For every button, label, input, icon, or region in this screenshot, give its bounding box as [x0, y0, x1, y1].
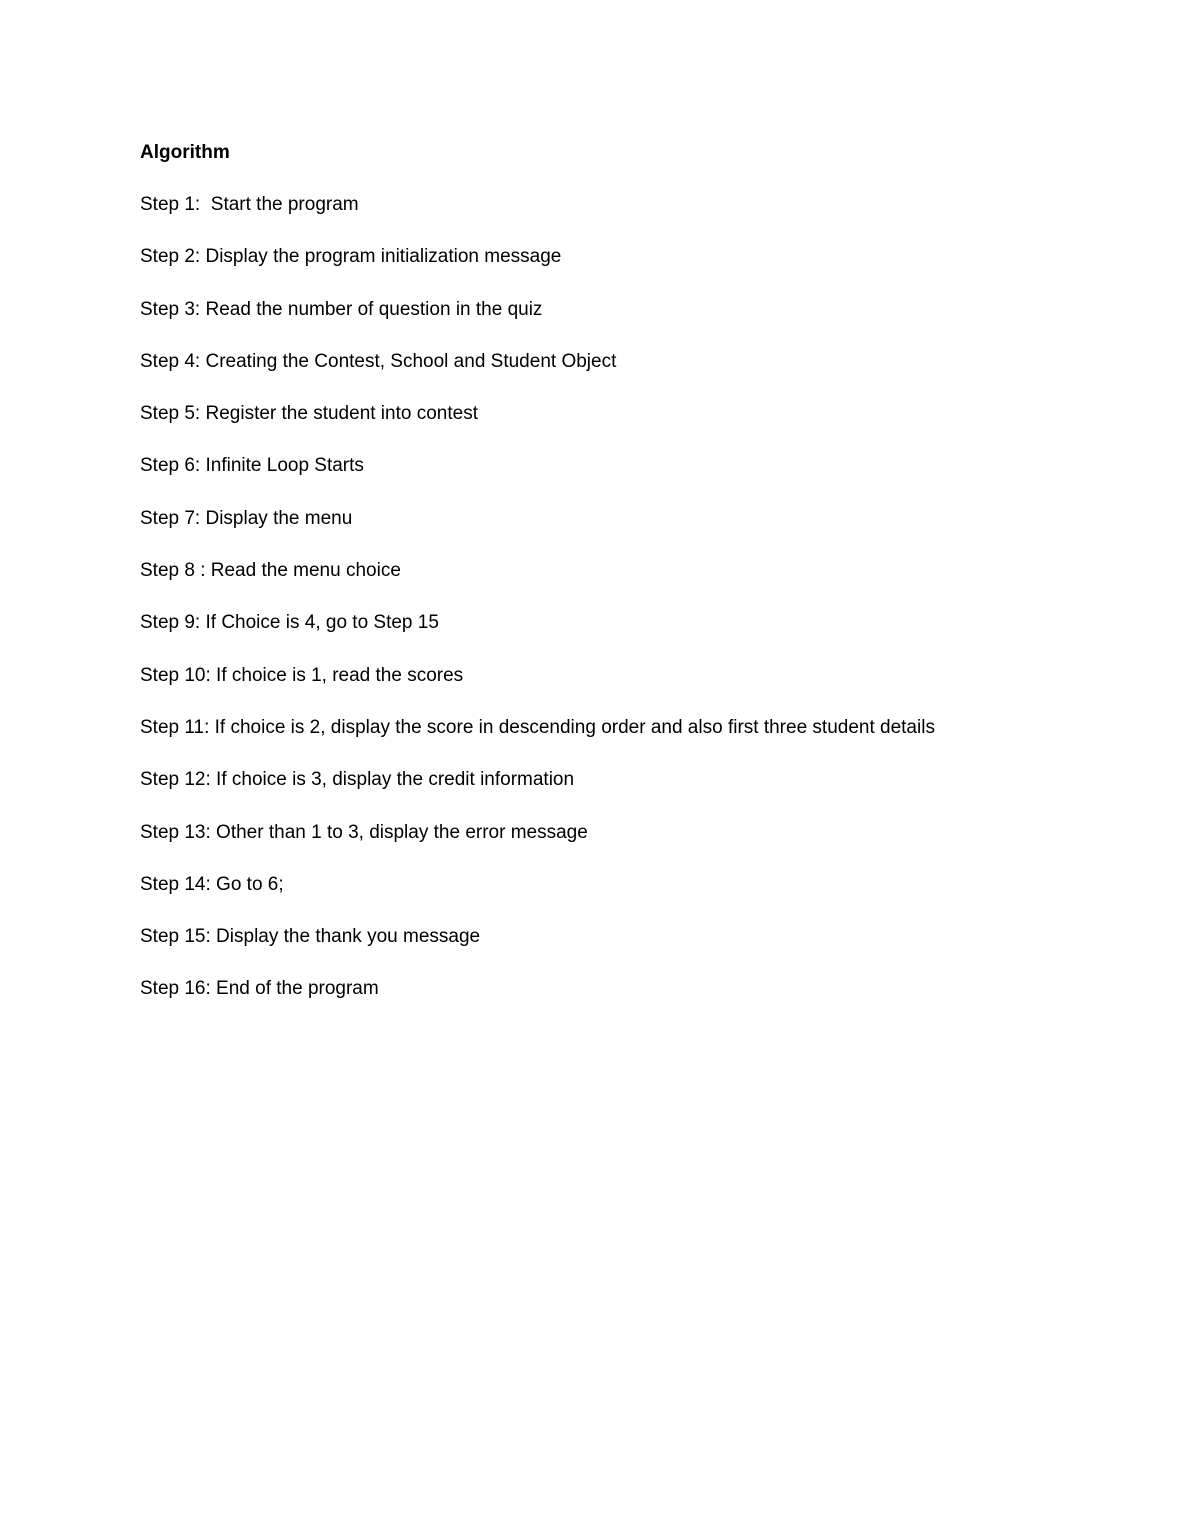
- algorithm-step-list: [140, 192, 1100, 1002]
- algorithm-step-5: Step 5: Register the student into contest: [140, 403, 478, 425]
- algorithm-step-2: Step 2: Display the program initialization message: [140, 246, 562, 268]
- algorithm-step-10: Step 10: If choice is 1, read the scores: [140, 664, 464, 686]
- algorithm-heading: Algorithm: [140, 142, 230, 163]
- algorithm-step-1: Step 1: Start the program: [140, 194, 359, 215]
- document-body: [140, 140, 1100, 1029]
- algorithm-step-12: Step 12: If choice is 3, display the credit information: [140, 769, 575, 791]
- algorithm-step-15: Step 15: Display the thank you message: [140, 926, 481, 948]
- algorithm-step-7: Step 7: Display the menu: [140, 507, 353, 529]
- algorithm-step-16: Step 16: End of the program: [140, 978, 379, 1000]
- algorithm-step-6: Step 6: Infinite Loop Starts: [140, 455, 364, 477]
- algorithm-step-8: Step 8 : Read the menu choice: [140, 560, 401, 582]
- algorithm-step-11: Step 11: If choice is 2, display the score in descending order and also first three student details: [140, 716, 935, 738]
- algorithm-step-4: Step 4: Creating the Contest, School and Student Object: [140, 350, 617, 372]
- algorithm-step-13: Step 13: Other than 1 to 3, display the error message: [140, 821, 588, 843]
- algorithm-step-9: Step 9: If Choice is 4, go to Step 15: [140, 612, 439, 634]
- algorithm-step-3: Step 3: Read the number of question in the quiz: [140, 298, 543, 320]
- algorithm-step-14: Step 14: Go to 6;: [140, 873, 284, 895]
